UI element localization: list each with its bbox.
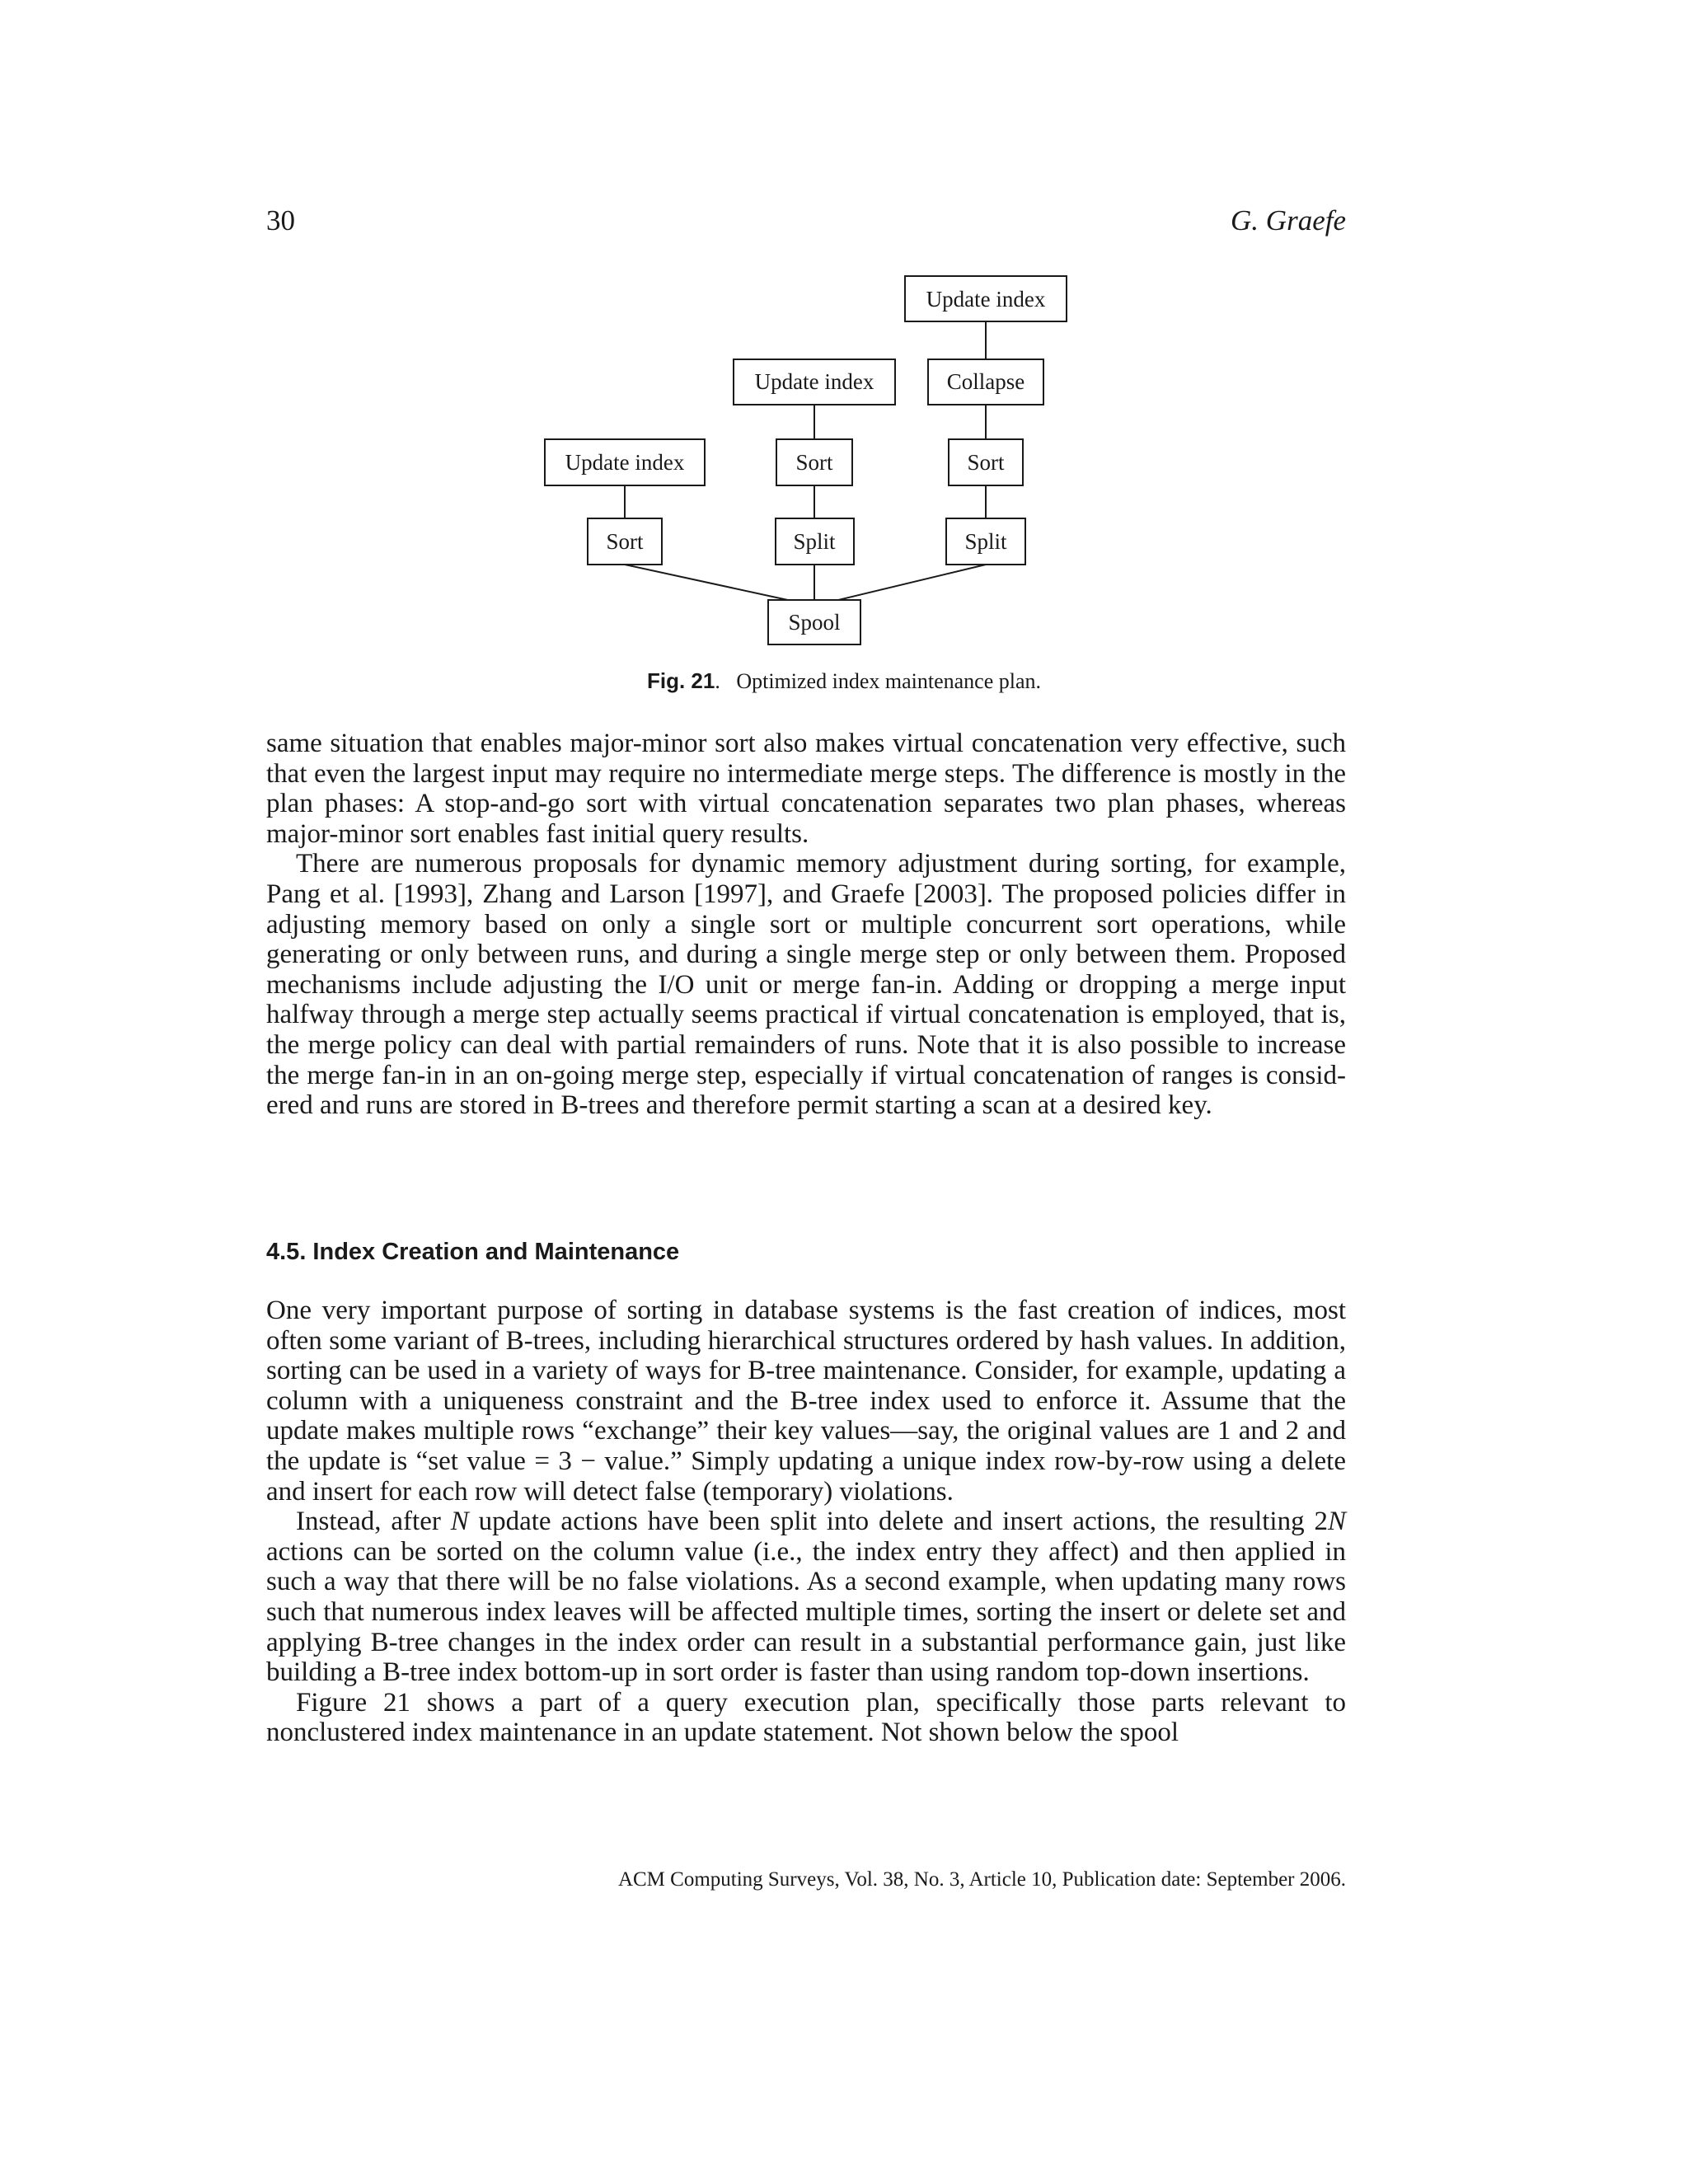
figure-21 [0, 0, 1688, 717]
node-sort-right: Sort [967, 450, 1005, 475]
math-n: N [450, 1507, 469, 1537]
figure-number: Fig. 21 [646, 668, 715, 693]
paragraph-1: same situation that enables major-minor sort also makes virtual concatenation very effective, such that even the largest input may require no intermediate merge steps. The difference is mostly in the plan phases: A stop-and-go sort with virtual concatenation separates two plan phases, whereas major-minor sort enables fast initial query results. [266, 729, 1346, 849]
page-number: 30 [266, 204, 295, 237]
paragraph-4-part-2: update actions have been split into delete and insert actions, the resulting 2 [468, 1507, 1328, 1537]
node-sort-mid: Sort [795, 450, 833, 475]
node-spool: Spool [788, 610, 841, 635]
node-split-mid: Split [793, 529, 836, 554]
body-text-upper [266, 729, 1346, 1121]
node-update-index-left: Update index [565, 450, 685, 475]
section-heading: 4.5. Index Creation and Maintenance [266, 1239, 680, 1265]
node-collapse: Collapse [946, 369, 1025, 394]
math-n: N [1327, 1507, 1346, 1537]
running-head: G. Graefe [1231, 204, 1346, 237]
node-update-index-mid: Update index [754, 369, 874, 394]
plan-diagram [0, 0, 1688, 659]
journal-footer: ACM Computing Surveys, Vol. 38, No. 3, Article 10, Publication date: September 2006. [617, 1868, 1346, 1891]
paragraph-5: Figure 21 shows a part of a query execution plan, specifically those parts relevant to nonclustered index maintenance in an update statement. Not shown below the spool [266, 1687, 1346, 1748]
body-text-lower [266, 1296, 1346, 1748]
node-update-index-top: Update index [926, 287, 1046, 312]
figure-caption: Fig. 21. Optimized index maintenance plan. [646, 668, 1041, 693]
paragraph-3: One very important purpose of sorting in database systems is the fast creation of indices, most often some variant of B-trees, including hierarchical structures ordered by hash values. In addition, sorting can be used in a variety of ways for B-tree maintenance. Consider, for example, updating a column with a uniqueness constraint and the B-tree index used to enforce it. Assume that the update makes multiple rows “exchange” their key values—say, the original values are 1 and 2 and the update is “set value = 3 − value.” Simply updating a unique index row-by-row using a delete and insert for each row will detect false (temporary) violations. [266, 1296, 1346, 1507]
figure-caption-text: Optimized index maintenance plan. [736, 669, 1041, 693]
paragraph-4-part-1: Instead, after [296, 1507, 451, 1537]
node-sort-left: Sort [606, 529, 644, 554]
node-split-right: Split [964, 529, 1007, 554]
paragraph-2: There are numerous proposals for dynamic memory adjustment during sorting, for example, Pang et al. [1993], Zhang and Larson [1997], and Graefe [2003]. The proposed policies differ in adjusting memory based on only a single sort or multiple concurrent sort operations, while generating or only between runs, and during a single merge step or only between them. Proposed mechanisms include adjusting the I/O unit or merge fan-in. Adding or dropping a merge input halfway through a merge step actually seems practical if virtual concatenation is employed, that is, the merge policy can deal with partial remainders of runs. Note that it is also possible to increase the merge fan-in in an on-going merge step, especially if virtual concatenation of ranges is considered and runs are stored in B-trees and therefore permit starting a scan at a desired key. [266, 849, 1346, 1121]
paragraph-4 [266, 1507, 1346, 1688]
paragraph-4-part-3: actions can be sorted on the column value (i.e., the index entry they affect) and then applied in such a way that there will be no false violations. As a second example, when updating many rows such that numerous index leaves will be affected multiple times, sorting the insert or delete set and applying B-tree changes in the index order can result in a substantial performance gain, just like building a B-tree index bottom-up in sort order is faster than using random top-down insertions. [266, 1536, 1346, 1688]
